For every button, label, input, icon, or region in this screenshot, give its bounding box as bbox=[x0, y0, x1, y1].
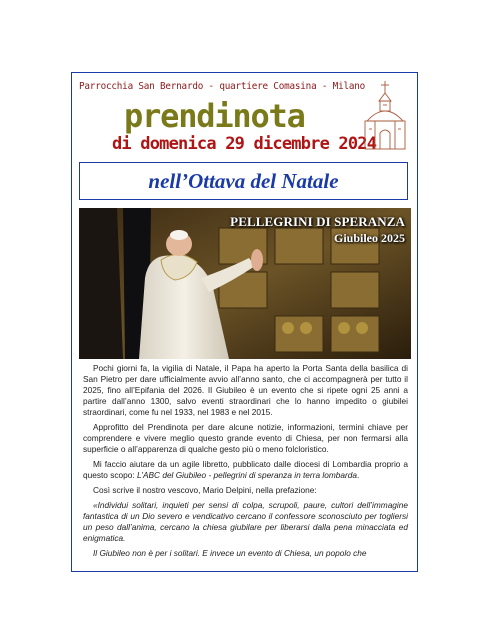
caption-line-2: Giubileo 2025 bbox=[333, 231, 405, 245]
photo-caption bbox=[230, 214, 405, 246]
paragraph-4: Così scrive il nostro vescovo, Mario Delpini, nella prefazione: bbox=[93, 485, 317, 495]
page-title: nell’Ottava del Natale bbox=[148, 168, 339, 193]
book-title: L’ABC del Giubileo - pellegrini di speranza in terra lombarda bbox=[136, 470, 357, 480]
title-banner bbox=[79, 162, 408, 200]
church-drawing-icon bbox=[359, 79, 411, 153]
masthead-title: prendinota bbox=[124, 97, 305, 135]
article-body bbox=[83, 363, 408, 563]
issue-date: di domenica 29 dicembre 2024 bbox=[112, 134, 377, 154]
paragraph-3-end: . bbox=[356, 470, 360, 480]
paragraph-1: Pochi giorni fa, la vigilia di Natale, il Papa ha aperto la Porta Santa della basilica di San Pietro per dare ufficialmente avvio all’anno santo, che ci accompagnerà per tutto il 2025, fino all’Epifania del 2026. Il Giubileo è un evento che si ripete ogni 25 anni a partire dall’anno 1300, salvo eventi straordinari che lo hanno impedito o giubilei straordinari, come fu nel 1933, nel 1983 e nel 2015. bbox=[83, 363, 408, 417]
paragraph-2: Approfitto del Prendinota per dare alcune notizie, informazioni, termini chiave per comprendere e vivere meglio questo grande evento di Chiesa, per non fermarsi alla superficie o all’apparenza di qualche gesto più o meno folcloristico. bbox=[83, 422, 408, 454]
caption-line-1: PELLEGRINI DI SPERANZA bbox=[230, 214, 405, 229]
paragraph-3 bbox=[83, 459, 408, 481]
parish-name: Parrocchia San Bernardo - quartiere Comasina - Milano bbox=[79, 81, 366, 92]
pope-holy-door-photo bbox=[79, 208, 411, 359]
paragraph-3-start: Mi faccio aiutare da un agile libretto, pubblicato dalle diocesi di Lombardia proprio a questo scopo: bbox=[83, 459, 408, 480]
paragraph-6-quote: Il Giubileo non è per i solitari. E invece un evento di Chiesa, un popolo che bbox=[93, 548, 367, 558]
paragraph-5-quote: «Individui solitari, inquieti per sensi di colpa, scrupoli, paure, cultori dell’immagine fantastica di un Dio severo e vendicativo cercano il confessore sconosciuto per togliersi un peso dall’anima, cercano la chiesa giubilare per liberarsi dalla pena minacciata ed enigmatica. bbox=[83, 500, 408, 543]
page-frame bbox=[71, 72, 418, 572]
